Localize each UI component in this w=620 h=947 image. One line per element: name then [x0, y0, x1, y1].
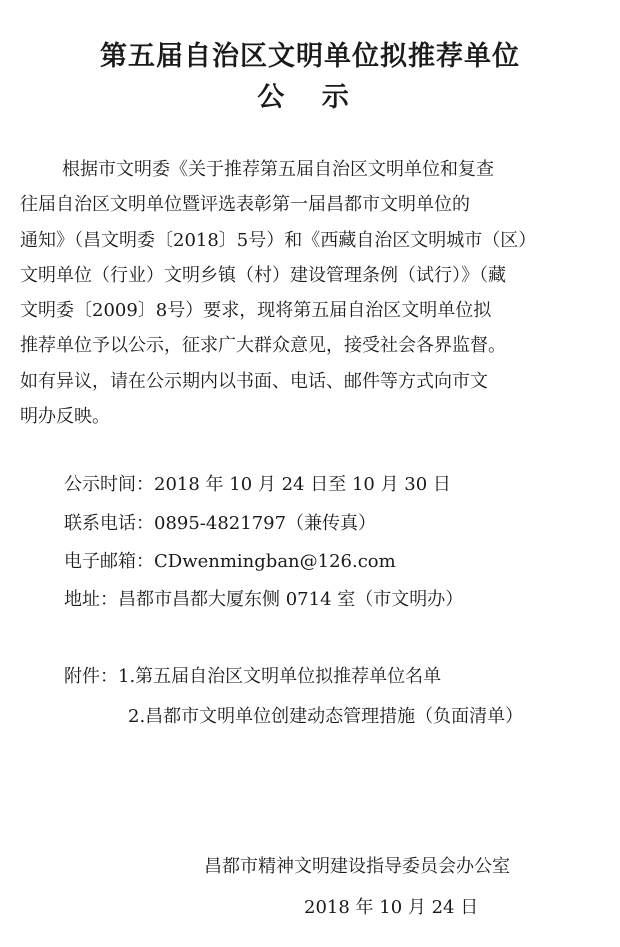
signature-date: 2018 年 10 月 24 日	[304, 897, 479, 918]
attachment-item-1: 附件：1.第五届自治区文明单位拟推荐单位名单	[64, 666, 442, 687]
body-line: 明办反映。	[20, 406, 110, 428]
contact-email: 电子邮箱：CDwenmingban@126.com	[64, 551, 396, 572]
publicity-time: 公示时间：2018 年 10 月 24 日至 10 月 30 日	[64, 474, 451, 495]
address: 地址：昌都市昌都大厦东侧 0714 室（市文明办）	[64, 589, 464, 610]
body-line: 文明单位（行业）文明乡镇（村）建设管理条例（试行）》（藏	[20, 264, 506, 286]
attachment-item-2: 2.昌都市文明单位创建动态管理措施（负面清单）	[128, 706, 524, 727]
body-line: 根据市文明委《关于推荐第五届自治区文明单位和复查	[62, 159, 494, 180]
body-paragraph	[20, 152, 600, 434]
document-title: 第五届自治区文明单位拟推荐单位	[100, 41, 520, 72]
body-line: 通知》（昌文明委〔2018〕5号）和《西藏自治区文明城市（区）	[20, 229, 537, 251]
signature-org: 昌都市精神文明建设指导委员会办公室	[204, 856, 510, 877]
body-line: 如有异议，请在公示期内以书面、电话、邮件等方式向市文	[20, 370, 488, 392]
body-line: 文明委〔2009〕8号）要求，现将第五届自治区文明单位拟	[20, 300, 492, 322]
document-subtitle: 公 示	[257, 82, 363, 113]
body-line: 往届自治区文明单位暨评选表彰第一届昌都市文明单位的	[20, 194, 470, 216]
contact-phone: 联系电话：0895-4821797（兼传真）	[64, 513, 377, 534]
body-line: 推荐单位予以公示，征求广大群众意见，接受社会各界监督。	[20, 335, 506, 357]
